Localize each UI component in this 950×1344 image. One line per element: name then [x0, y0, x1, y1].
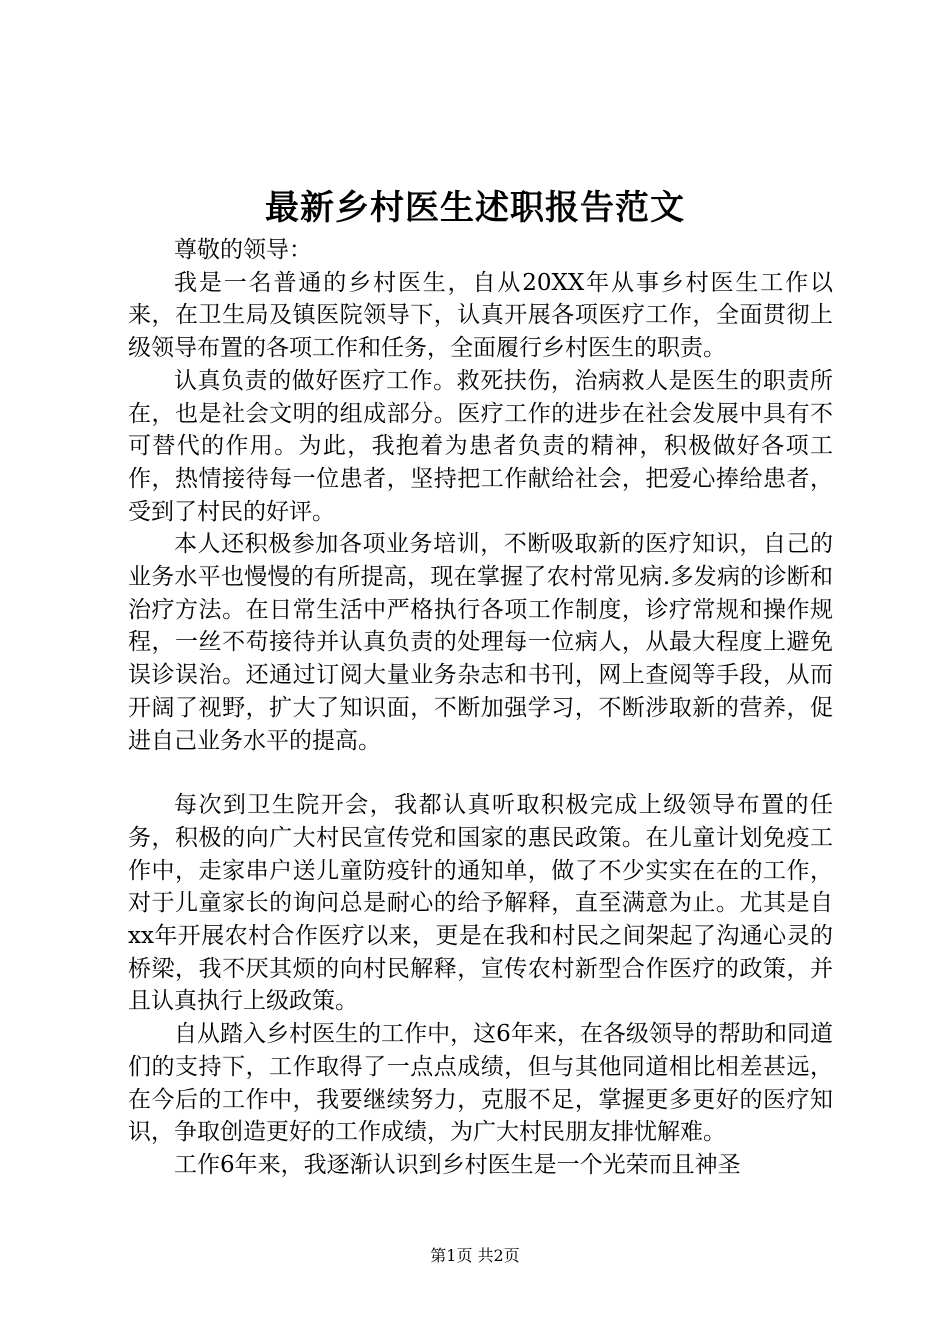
paragraph-intro: 我是一名普通的乡村医生，自从20XX年从事乡村医生工作以来，在卫生局及镇医院领导下，认真开展各项医疗工作，全面贯彻上级领导布置的各项工作和任务，全面履行乡村医生的职责。	[128, 269, 833, 362]
paragraph-training: 本人还积极参加各项业务培训，不断吸取新的医疗知识，自己的业务水平也慢慢的有所提高，现在掌握了农村常见病.多发病的诊断和治疗方法。在日常生活中严格执行各项工作制度，诊疗常规和操作规程，一丝不苟接待并认真负责的处理每一位病人，从最大程度上避免误诊误治。还通过订阅大量业务杂志和书刊，网上查阅等手段，从而开阔了视野，扩大了知识面，不断加强学习，不断涉取新的营养，促进自己业务水平的提高。	[128, 531, 833, 754]
page-footer: 第1页 共2页	[430, 1246, 520, 1265]
document-title: 最新乡村医生述职报告范文	[265, 188, 685, 228]
paragraph-achievements: 自从踏入乡村医生的工作中，这6年来，在各级领导的帮助和同道们的支持下，工作取得了一点点成绩，但与其他同道相比相差甚远，在今后的工作中，我要继续努力，克服不足，掌握更多更好的医疗知识，争取创造更好的工作成绩，为广大村民朋友排忧解难。	[128, 1021, 833, 1146]
paragraph-reflection: 工作6年来，我逐渐认识到乡村医生是一个光荣而且神圣	[174, 1151, 741, 1178]
document-body	[128, 234, 833, 1182]
paragraph-medical-work: 认真负责的做好医疗工作。救死扶伤，治病救人是医生的职责所在，也是社会文明的组成部分。医疗工作的进步在社会发展中具有不可替代的作用。为此，我抱着为患者负责的精神，积极做好各项工作，热情接待每一位患者，坚持把工作献给社会，把爱心捧给患者，受到了村民的好评。	[128, 367, 833, 525]
salutation: 尊敬的领导：	[174, 237, 312, 263]
paragraph-policy: 每次到卫生院开会，我都认真听取积极完成上级领导布置的任务，积极的向广大村民宣传党和国家的惠民政策。在儿童计划免疫工作中，走家串户送儿童防疫针的通知单，做了不少实实在在的工作，对于儿童家长的询问总是耐心的给予解释，直至满意为止。尤其是自xx年开展农村合作医疗以来，更是在我和村民之间架起了沟通心灵的桥梁，我不厌其烦的向村民解释，宣传农村新型合作医疗的政策，并且认真执行上级政策。	[128, 792, 833, 1015]
